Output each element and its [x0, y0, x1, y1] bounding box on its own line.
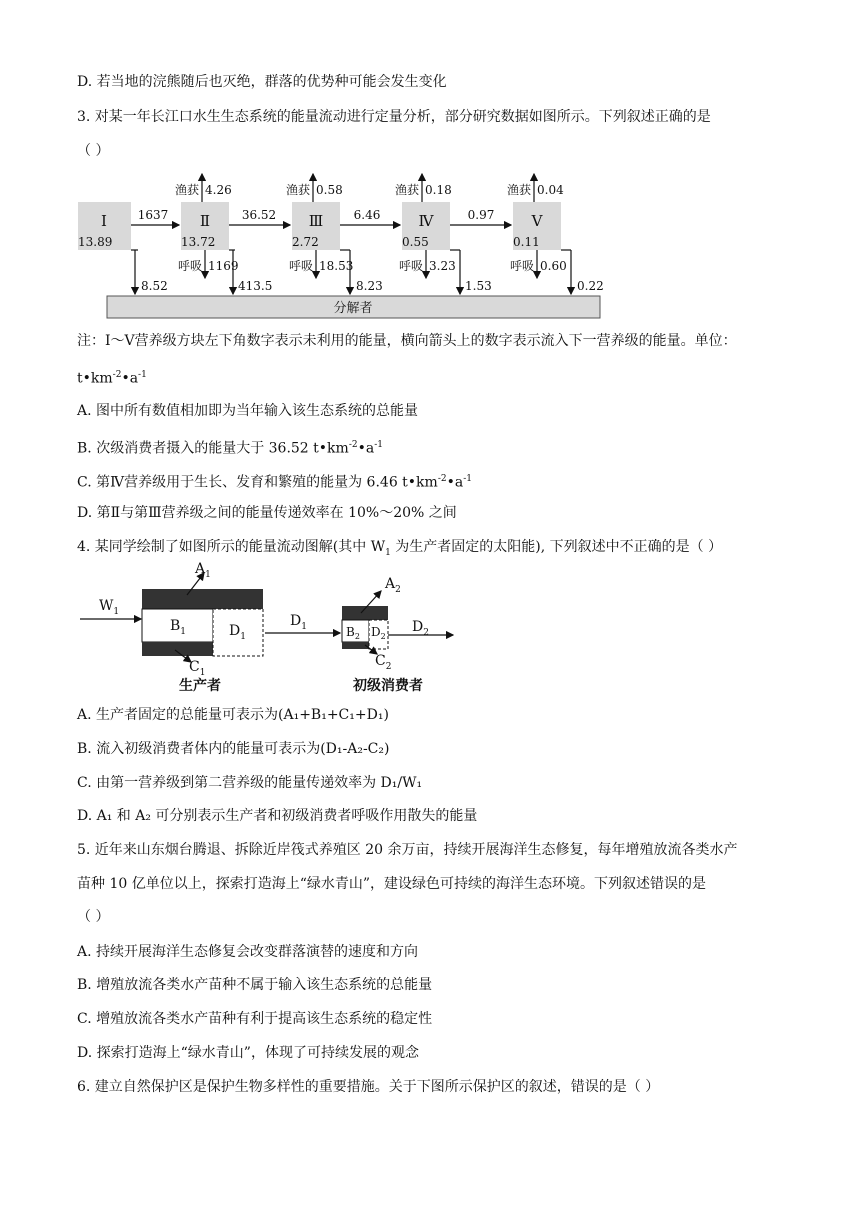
q5-stem-line-2: 苗种 10 亿单位以上，探索打造海上“绿水青山”，建设绿色可持续的海洋生态环境。下列叙述错误的是: [77, 876, 707, 892]
d1-arrow-label: $D_1$: [290, 613, 307, 632]
q5-option-d: D. 探索打造海上“绿水青山”，体现了可持续发展的观念: [77, 1045, 419, 1061]
resp-value-2: 1169: [208, 259, 239, 273]
q4-stem: 4. 某同学绘制了如图所示的能量流动图解(其中 $W_1$ 为生产者固定的太阳能), 下列叙述中不正确的是（ ）: [77, 539, 723, 558]
level-1-unused: 13.89: [78, 235, 113, 249]
q3-option-b: B. 次级消费者摄入的能量大于 36.52 $t•km^{-2}•a^{-1}$: [77, 440, 383, 457]
q5-option-c: C. 增殖放流各类水产苗种有利于提高该生态系统的稳定性: [77, 1011, 433, 1027]
q3-paren: （ ）: [77, 143, 110, 159]
resp-value-3: 18.53: [319, 259, 354, 273]
d2-box-label: $D_2$: [371, 625, 386, 641]
resp-value-4: 3.23: [429, 259, 456, 273]
c2-label: $C_2$: [375, 653, 392, 672]
q3-note: 注：Ⅰ～Ⅴ营养级方块左下角数字表示未利用的能量，横向箭头上的数字表示流入下一营养级的能量。单位：: [77, 333, 737, 349]
decomp-value-4: 1.53: [465, 279, 492, 293]
q3-note-unit: $t•km^{-2}•a^{-1}$: [77, 370, 147, 387]
catch-value-2: 4.26: [205, 183, 232, 197]
level-5-numeral: Ⅴ: [531, 212, 543, 230]
level-4-numeral: Ⅳ: [418, 212, 434, 230]
q6-stem: 6. 建立自然保护区是保护生物多样性的重要措施。关于下图所示保护区的叙述，错误的是（ ）: [77, 1079, 660, 1095]
decomp-value-1: 8.52: [141, 279, 168, 293]
w1-label: $W_1$: [99, 598, 120, 617]
q3-option-d: D. 第Ⅱ与第Ⅲ营养级之间的能量传递效率在 10%～20% 之间: [77, 505, 457, 521]
resp-value-5: 0.60: [540, 259, 567, 273]
c1-bar: [142, 642, 213, 656]
q4-option-c: C. 由第一营养级到第二营养级的能量传递效率为 D₁/W₁: [77, 775, 423, 791]
q4-option-b: B. 流入初级消费者体内的能量可表示为(D₁-A₂-C₂): [77, 741, 390, 757]
level-2-unused: 13.72: [181, 235, 216, 249]
decomp-value-2: 413.5: [238, 279, 273, 293]
q3-option-a: A. 图中所有数值相加即为当年输入该生态系统的总能量: [77, 403, 419, 419]
catch-value-4: 0.18: [425, 183, 452, 197]
level-3-unused: 2.72: [292, 235, 319, 249]
resp-label-2: 呼吸: [177, 259, 202, 273]
producer-label: 生产者: [179, 678, 221, 694]
catch-label-5: 渔获: [506, 183, 531, 197]
q5-stem-line-1: 5. 近年来山东烟台腾退、拆除近岸筏式养殖区 20 余万亩，持续开展海洋生态修复，每年增殖放流各类水产: [77, 842, 738, 858]
decomposer-label: 分解者: [333, 301, 373, 316]
catch-value-5: 0.04: [537, 183, 564, 197]
q5-paren: （ ）: [77, 909, 110, 925]
transfer-value-3: 6.46: [353, 208, 381, 222]
transfer-value-4: 0.97: [467, 208, 495, 222]
a1-label: $A_1$: [195, 561, 211, 580]
level-1-numeral: Ⅰ: [101, 212, 107, 230]
resp-label-4: 呼吸: [398, 259, 423, 273]
decomp-value-5: 0.22: [577, 279, 604, 293]
transfer-value-1: 1637: [137, 208, 169, 222]
q3-energy-flow-diagram: [75, 166, 615, 326]
d1-box-label: $D_1$: [229, 623, 246, 642]
catch-label-2: 渔获: [174, 183, 199, 197]
resp-label-5: 呼吸: [509, 259, 534, 273]
a2-label: $A_2$: [385, 576, 401, 595]
level-2-numeral: Ⅱ: [199, 212, 211, 230]
d2-arrow-label: $D_2$: [412, 619, 429, 638]
q5-option-a: A. 持续开展海洋生态修复会改变群落演替的速度和方向: [77, 944, 419, 960]
level-4-unused: 0.55: [402, 235, 429, 249]
q4-option-d: D. A₁ 和 A₂ 可分别表示生产者和初级消费者呼吸作用散失的能量: [77, 808, 478, 824]
transfer-value-2: 36.52: [241, 208, 277, 222]
q4-energy-flow-diagram: [75, 558, 475, 698]
level-3-numeral: Ⅲ: [308, 212, 324, 230]
q2-option-d: D. 若当地的浣熊随后也灭绝，群落的优势种可能会发生变化: [77, 74, 447, 90]
consumer-label: 初级消费者: [353, 678, 423, 694]
b1-label: $B_1$: [170, 618, 187, 637]
c1-label: $C_1$: [189, 659, 206, 678]
catch-label-4: 渔获: [394, 183, 419, 197]
q4-option-a: A. 生产者固定的总能量可表示为(A₁+B₁+C₁+D₁): [77, 707, 389, 723]
q5-option-b: B. 增殖放流各类水产苗种不属于输入该生态系统的总能量: [77, 977, 433, 993]
catch-value-3: 0.58: [316, 183, 343, 197]
q3-option-c: C. 第Ⅳ营养级用于生长、发育和繁殖的能量为 6.46 $t•km^{-2}•a^{-1}$: [77, 474, 472, 491]
q3-stem: 3. 对某一年长江口水生生态系统的能量流动进行定量分析，部分研究数据如图所示。下列叙述正确的是: [77, 109, 711, 125]
resp-label-3: 呼吸: [288, 259, 313, 273]
decomp-value-3: 8.23: [356, 279, 383, 293]
catch-label-3: 渔获: [285, 183, 310, 197]
b2-label: $B_2$: [346, 625, 360, 641]
a1-bar: [142, 589, 263, 609]
level-5-unused: 0.11: [513, 235, 540, 249]
